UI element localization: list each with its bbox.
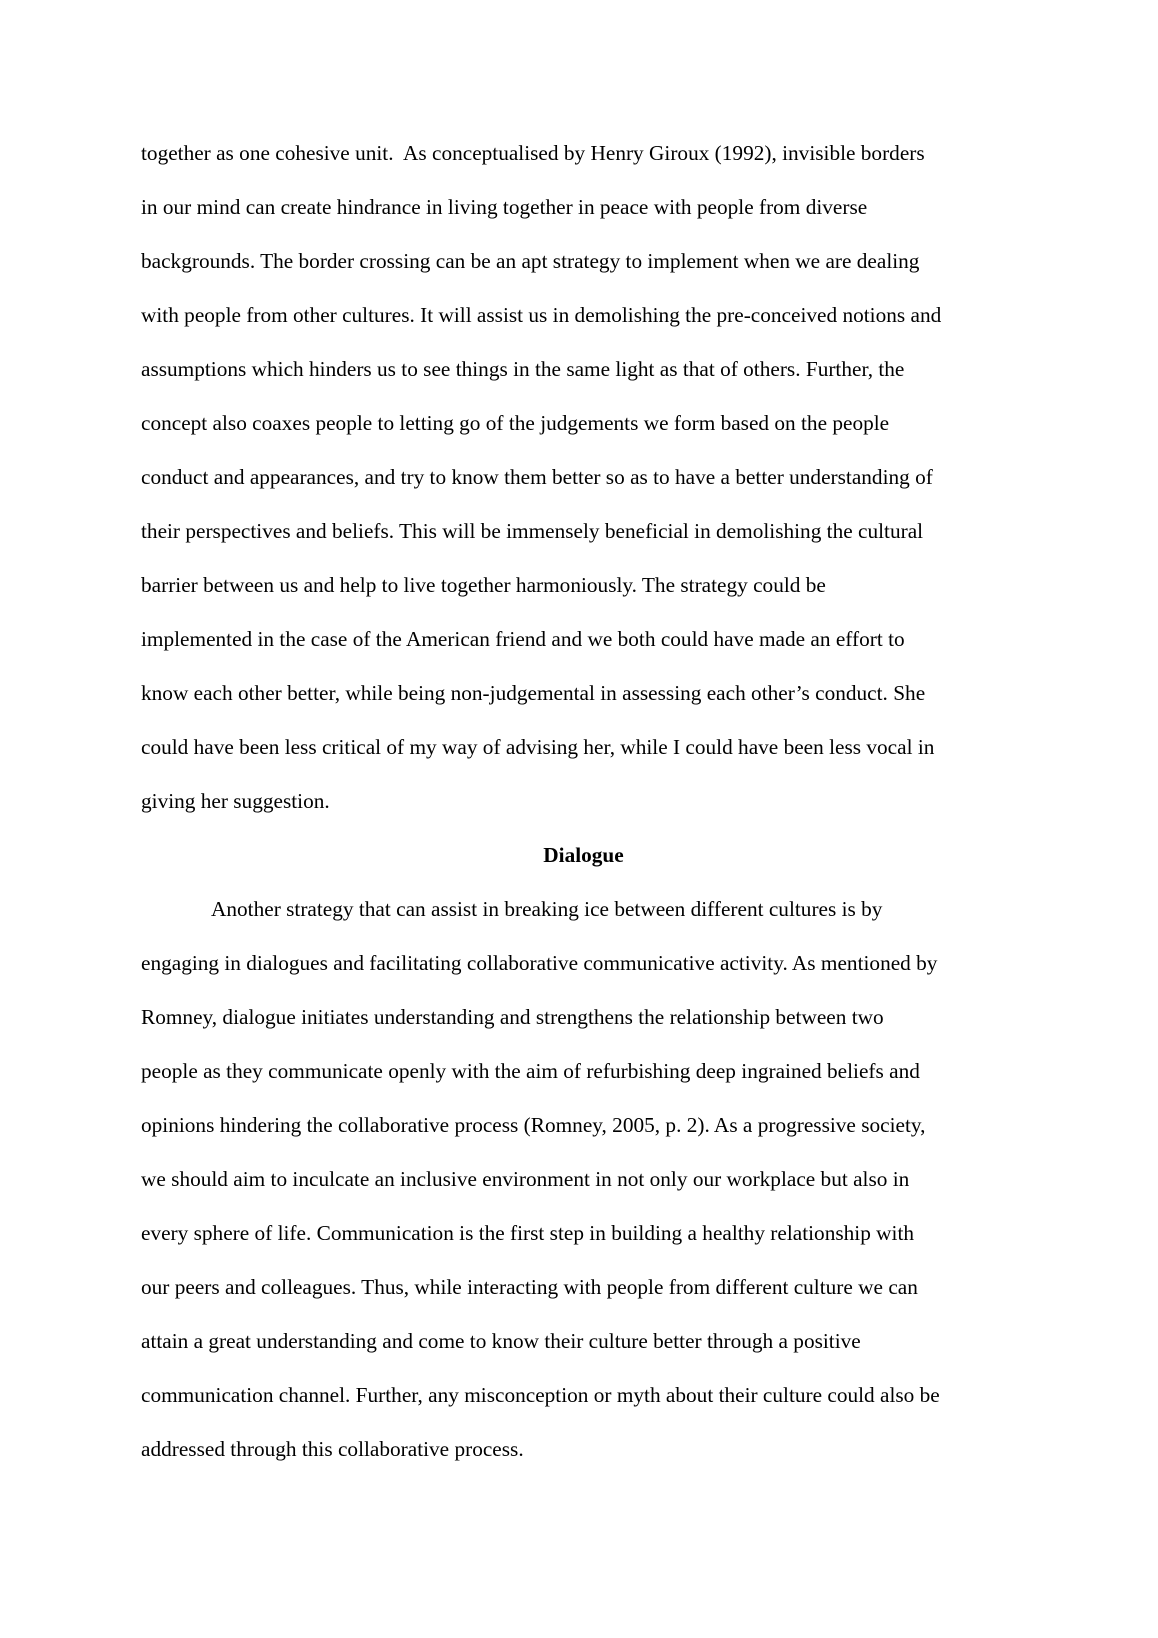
text-line: could have been less critical of my way of advising her, while I could have been less vocal in [141, 735, 935, 759]
text-line: attain a great understanding and come to know their culture better through a positive [141, 1329, 861, 1353]
text-line: assumptions which hinders us to see things in the same light as that of others. Further, the [141, 357, 905, 381]
text-line: we should aim to inculcate an inclusive environment in not only our workplace but also in [141, 1167, 910, 1191]
text-line: barrier between us and help to live together harmoniously. The strategy could be [141, 573, 826, 597]
document-body [141, 126, 1026, 1476]
text-line: Romney, dialogue initiates understanding and strengthens the relationship between two [141, 1005, 884, 1029]
paragraph-dialogue [141, 882, 1026, 1476]
text-line: implemented in the case of the American friend and we both could have made an effort to [141, 627, 905, 651]
text-line: with people from other cultures. It will assist us in demolishing the pre-conceived notions and [141, 303, 942, 327]
text-line: our peers and colleagues. Thus, while interacting with people from different culture we can [141, 1275, 918, 1299]
text-line: their perspectives and beliefs. This will be immensely beneficial in demolishing the cultural [141, 519, 924, 543]
text-line: concept also coaxes people to letting go of the judgements we form based on the people [141, 411, 890, 435]
text-line: know each other better, while being non-judgemental in assessing each other’s conduct. She [141, 681, 926, 705]
section-heading-dialogue: Dialogue [543, 843, 624, 867]
text-line: conduct and appearances, and try to know them better so as to have a better understanding of [141, 465, 933, 489]
text-line: giving her suggestion. [141, 789, 330, 813]
text-line: addressed through this collaborative process. [141, 1437, 524, 1461]
paragraph-border-crossing [141, 126, 1026, 828]
text-line: backgrounds. The border crossing can be an apt strategy to implement when we are dealing [141, 249, 920, 273]
text-line: every sphere of life. Communication is the first step in building a healthy relationship with [141, 1221, 915, 1245]
text-line: engaging in dialogues and facilitating collaborative communicative activity. As mentioned by [141, 951, 938, 975]
text-line: opinions hindering the collaborative process (Romney, 2005, p. 2). As a progressive society, [141, 1113, 926, 1137]
text-line: Another strategy that can assist in breaking ice between different cultures is by [211, 897, 883, 921]
text-line: together as one cohesive unit. As conceptualised by Henry Giroux (1992), invisible borders [141, 141, 925, 165]
text-line: in our mind can create hindrance in living together in peace with people from diverse [141, 195, 868, 219]
text-line: communication channel. Further, any misconception or myth about their culture could also be [141, 1383, 940, 1407]
text-line: people as they communicate openly with the aim of refurbishing deep ingrained beliefs and [141, 1059, 920, 1083]
